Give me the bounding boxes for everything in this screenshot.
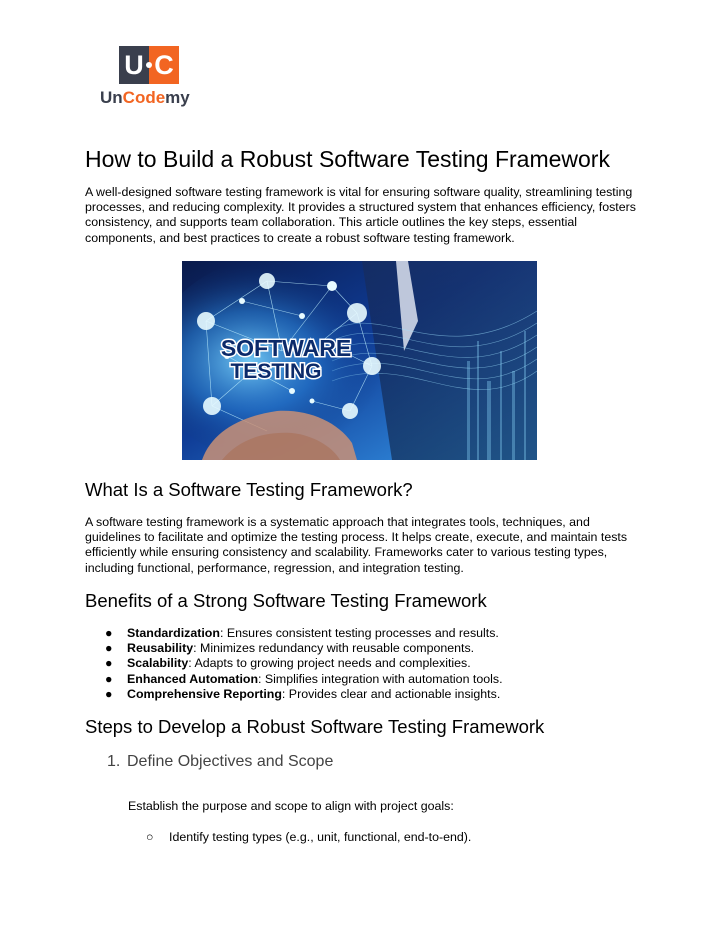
hero-text-line1: SOFTWARE [220, 335, 352, 361]
list-item [105, 641, 503, 656]
hollow-bullet-icon: ○ [146, 830, 154, 844]
page-title: How to Build a Robust Software Testing Framework [85, 146, 610, 172]
step-1-title [107, 751, 333, 773]
bullet-icon: ● [105, 671, 113, 686]
step-title-text: Define Objectives and Scope [127, 753, 334, 770]
logo-word-part3: my [165, 88, 190, 107]
benefit-term: Standardization [127, 626, 220, 640]
software-testing-hero-image [182, 261, 537, 460]
benefit-desc: : Ensures consistent testing processes and results. [219, 626, 499, 640]
benefit-desc: : Minimizes redundancy with reusable components. [193, 641, 475, 656]
step-number: 1. [107, 753, 121, 770]
bullet-icon: ● [105, 641, 113, 656]
benefit-desc: : Adapts to growing project needs and complexities. [188, 656, 471, 671]
logo-word-part2: Code [122, 88, 166, 107]
sub-item-text: Identify testing types (e.g., unit, functional, end-to-end). [169, 830, 472, 844]
benefit-desc: : Simplifies integration with automation tools. [258, 671, 503, 686]
intro-paragraph: A well-designed software testing framework is vital for ensuring software quality, streamlining testing processes, and reducing complexity. It provides a structured system that enhances efficiency, fosters consistency, and supports team collaboration. This article outlines the key steps, essential components, and best practices to create a robust software testing framework. [85, 185, 636, 245]
logo-mark-u: U [119, 46, 149, 84]
what-heading: What Is a Software Testing Framework? [85, 479, 413, 500]
logo-dot [146, 62, 152, 68]
uncodemy-logo [100, 46, 200, 110]
benefit-term: Comprehensive Reporting [127, 686, 282, 701]
list-item [105, 672, 503, 687]
benefits-list [105, 626, 503, 702]
list-item [146, 830, 471, 845]
what-paragraph: A software testing framework is a systematic approach that integrates tools, techniques, and guidelines to facilitate and optimize the testing process. It helps create, execute, and maintain tests efficiently while ensuring consistency and scalability. Frameworks cater to various testing types, including functional, performance, regression, and integration testing. [85, 515, 628, 575]
benefit-term: Enhanced Automation [127, 671, 259, 686]
hero-text-line2: TESTING [230, 360, 322, 383]
step-1-intro: Establish the purpose and scope to align with project goals: [128, 799, 454, 813]
benefit-term: Reusability [127, 641, 194, 656]
steps-heading: Steps to Develop a Robust Software Testing Framework [85, 716, 545, 737]
bullet-icon: ● [105, 626, 113, 640]
list-item [105, 687, 503, 702]
list-item [105, 626, 503, 641]
logo-mark [119, 46, 179, 84]
benefit-term: Scalability [127, 656, 189, 671]
benefits-heading: Benefits of a Strong Software Testing Framework [85, 590, 487, 611]
logo-word-part1: Un [100, 88, 123, 107]
logo-mark-c: C [149, 46, 179, 84]
benefit-desc: : Provides clear and actionable insights. [281, 686, 501, 701]
list-item [105, 656, 503, 671]
bullet-icon: ● [105, 656, 113, 671]
logo-wordmark [100, 88, 190, 108]
bullet-icon: ● [105, 686, 113, 701]
